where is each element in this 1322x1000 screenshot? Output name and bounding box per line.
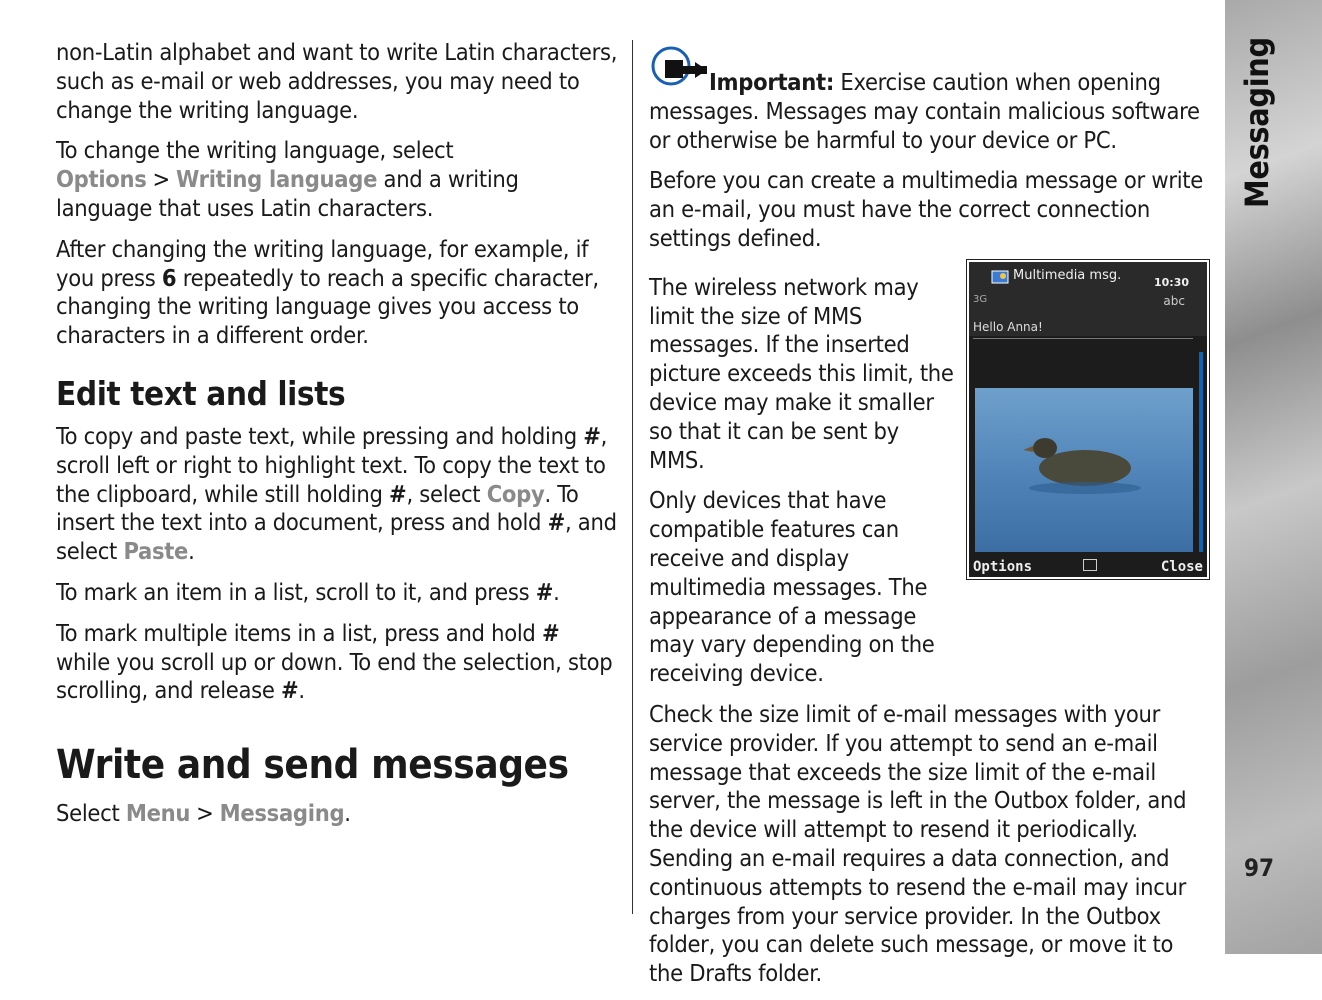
chapter-title: Messaging [1238, 37, 1276, 208]
column-divider [632, 40, 633, 914]
duck-image [975, 388, 1193, 552]
phone-screen [969, 262, 1207, 577]
heading-write-send: Write and send messages [56, 742, 569, 789]
phone-title: Multimedia msg. [1013, 268, 1122, 283]
important-note [649, 38, 1211, 154]
heading-edit-text: Edit text and lists [56, 373, 346, 413]
paragraph: After changing the writing language, for example, if you press 6 repeatedly to reach a specific character, changing the writing language gives you access to characters in a different order. [56, 234, 599, 350]
duck-photo [975, 388, 1193, 552]
left-column [56, 38, 618, 840]
phone-network: 3G [973, 294, 988, 305]
paragraph: To mark an item in a list, scroll to it, and press #. [56, 577, 560, 606]
paragraph: non-Latin alphabet and want to write Latin characters, such as e-mail or web addresses, you may need to change the writing language. [56, 38, 618, 124]
paragraph: To copy and paste text, while pressing and holding #, scroll left or right to highlight text. To copy the text to the clipboard, while still holding #, select Copy. To insert the text into a document, press and hold #, and select Paste. [56, 421, 617, 566]
paragraph: To change the writing language, select Options > Writing language and a writing language that uses Latin characters. [56, 136, 519, 222]
menu-path-messaging: Messaging [219, 799, 345, 828]
mms-icon [991, 270, 1009, 284]
paragraph: The wireless network may limit the size of MMS messages. If the inserted picture exceeds this limit, the device may make it smaller so that it can be sent by MMS. [649, 272, 954, 474]
phone-close-softkey[interactable]: Close [1160, 559, 1203, 575]
paragraph: Important: Exercise caution when opening messages. Messages may contain malicious software or otherwise be harmful to your device or PC. [649, 68, 1200, 154]
menu-copy: Copy [486, 479, 545, 508]
hand-pointer-icon [649, 44, 709, 88]
menu-icon[interactable] [1083, 559, 1097, 571]
menu-path-writing-language: Writing language [175, 165, 378, 194]
paragraph: Before you can create a multimedia message or write an e-mail, you must have the correct connection settings defined. [649, 166, 1204, 252]
phone-input-mode: abc [1163, 294, 1185, 308]
menu-path-options: Options [56, 165, 147, 194]
phone-message-text: Hello Anna! [973, 320, 1043, 334]
paragraph: To mark multiple items in a list, press and hold # while you scroll up or down. To end the selection, stop scrolling, and release #. [56, 618, 613, 705]
paragraph: Check the size limit of e-mail messages with your service provider. If you attempt to send an e-mail message that exceeds the size limit of the e-mail server, the message is left in the Outbox folder, and the device will attempt to resend it periodically. Sending an e-mail requires a data connection, and continuous attempts to resend the e-mail may incur charges from your service provider. In the Outbox folder, you can delete such message, or move it to the Drafts folder. [649, 699, 1187, 988]
phone-time: 10:30 [1153, 276, 1189, 289]
paragraph: Select Menu > Messaging. [56, 799, 351, 828]
menu-path-menu: Menu [125, 799, 191, 828]
page-number: 97 [1244, 854, 1275, 882]
phone-options-softkey[interactable]: Options [973, 559, 1033, 575]
phone-screenshot [966, 259, 1210, 580]
phone-scrollbar[interactable] [1199, 352, 1203, 552]
menu-paste: Paste [123, 537, 189, 566]
phone-divider [973, 338, 1193, 339]
paragraph: Only devices that have compatible features can receive and display multimedia messages. The appearance of a message may vary depending on the receiving device. [649, 486, 935, 688]
